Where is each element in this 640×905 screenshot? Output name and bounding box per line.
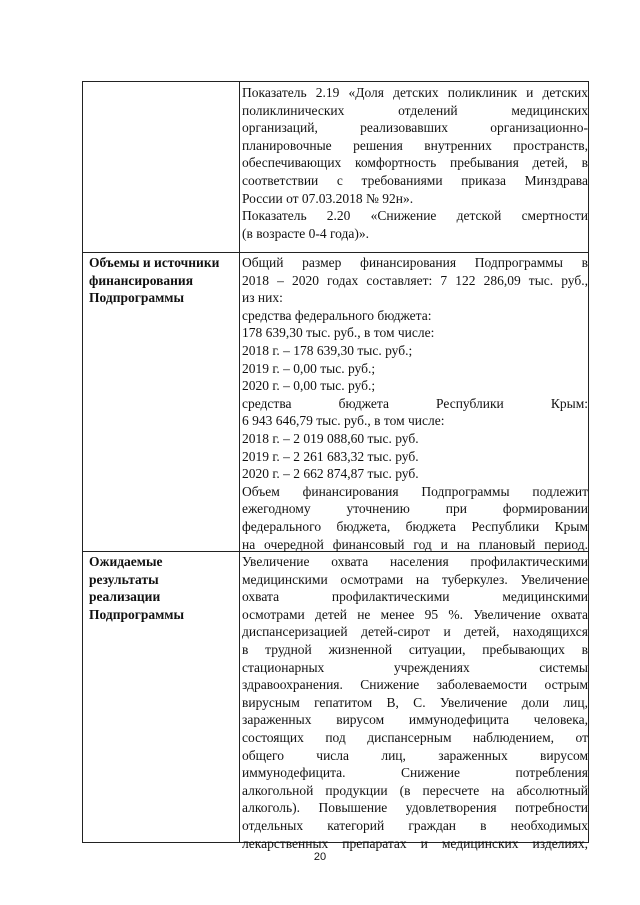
expected-results-cell: [242, 553, 588, 852]
text-line: Показатель 2.19 «Доля детских поликлиник и детских: [242, 85, 588, 100]
financing-cell: [242, 254, 588, 553]
text-line: 6 943 646,79 тыс. руб., в том числе:: [242, 413, 445, 429]
text-line: Показатель 2.20 «Снижение детской смертности: [242, 208, 588, 224]
text-line: здравоохранения. Снижение заболеваемости острым: [242, 677, 588, 693]
text-line: отдельных категорий граждан в необходимых: [242, 817, 588, 833]
text-line: стационарных учреждениях системы: [242, 659, 588, 675]
text-line: Увеличение охвата населения профилактическими: [242, 554, 588, 569]
text-line: 2020 г. – 2 662 874,87 тыс. руб.: [242, 466, 419, 482]
text-line: Объем финансирования Подпрограммы подлежит: [242, 483, 588, 499]
text-line: федерального бюджета, бюджета Республики Крым: [242, 518, 588, 534]
text-line: из них:: [242, 290, 283, 306]
text-line: 2018 – 2020 годах составляет: 7 122 286,09 тыс. руб.,: [242, 272, 588, 288]
column-divider: [239, 82, 240, 842]
text-line: 2019 г. – 2 261 683,32 тыс. руб.: [242, 448, 419, 464]
subprogram-passport-table: [82, 81, 589, 851]
text-line: алкогольной продукции (в пересчете на абсолютный: [242, 782, 588, 798]
text-line: состоящих под диспансерным наблюдением, от: [242, 729, 588, 745]
text-line: России от 07.03.2018 № 92н».: [242, 190, 414, 206]
row-divider: [83, 252, 588, 253]
text-line: 2019 г. – 0,00 тыс. руб.;: [242, 360, 376, 376]
text-line: поликлинических отделений медицинских: [242, 102, 588, 118]
text-line: Общий размер финансирования Подпрограммы в: [242, 255, 588, 270]
text-line: средства бюджета Республики Крым:: [242, 395, 588, 411]
label-line: Подпрограммы: [89, 290, 185, 306]
text-line: 2018 г. – 2 019 088,60 тыс. руб.: [242, 430, 419, 446]
text-line: на очередной финансовый год и на плановый период.: [242, 536, 588, 552]
text-line: средства федерального бюджета:: [242, 307, 432, 323]
financing-label: [89, 254, 235, 307]
text-line: алкоголь). Повышение удовлетворения потребности: [242, 800, 588, 816]
label-line: Подпрограммы: [89, 606, 185, 622]
text-line: лекарственных препаратах и медицинских изделиях,: [242, 835, 588, 851]
text-line: осмотрами детей не менее 95 %. Увеличение охвата: [242, 606, 588, 622]
text-line: (в возрасте 0-4 года)».: [242, 225, 370, 241]
text-line: общего числа лиц, зараженных вирусом: [242, 747, 588, 763]
page-number: 20: [313, 851, 327, 863]
text-line: в трудной жизненной ситуации, пребывающих в: [242, 641, 588, 657]
text-line: 2018 г. – 178 639,30 тыс. руб.;: [242, 342, 413, 358]
text-line: медицинскими осмотрами на туберкулез. Увеличение: [242, 571, 588, 587]
text-line: обеспечивающих комфортность пребывания детей, в: [242, 155, 588, 171]
label-line: Объемы и источники: [89, 255, 220, 270]
text-line: зараженных вирусом иммунодефицита человека,: [242, 712, 588, 728]
text-line: 178 639,30 тыс. руб., в том числе:: [242, 325, 435, 341]
text-line: планировочные решения внутренних пространств,: [242, 137, 588, 153]
text-line: 2020 г. – 0,00 тыс. руб.;: [242, 378, 376, 394]
label-line: Ожидаемые: [89, 554, 163, 569]
text-line: диспансеризацией детей-сирот и детей, находящихся: [242, 624, 588, 640]
text-line: ежегодному уточнению при формировании: [242, 501, 588, 517]
text-line: соответствии с требованиями приказа Минздрава: [242, 172, 588, 188]
text-line: организаций, реализовавших организационно-: [242, 120, 588, 136]
text-line: охвата профилактическими медицинскими: [242, 589, 588, 605]
text-line: иммунодефицита. Снижение потребления: [242, 765, 588, 781]
text-line: вирусным гепатитом В, С. Увеличение доли лиц,: [242, 694, 588, 710]
expected-results-label: [89, 553, 235, 623]
indicators-cell: [242, 84, 588, 242]
label-line: финансирования: [89, 272, 194, 288]
label-line: результаты: [89, 571, 159, 587]
label-line: реализации: [89, 589, 161, 605]
